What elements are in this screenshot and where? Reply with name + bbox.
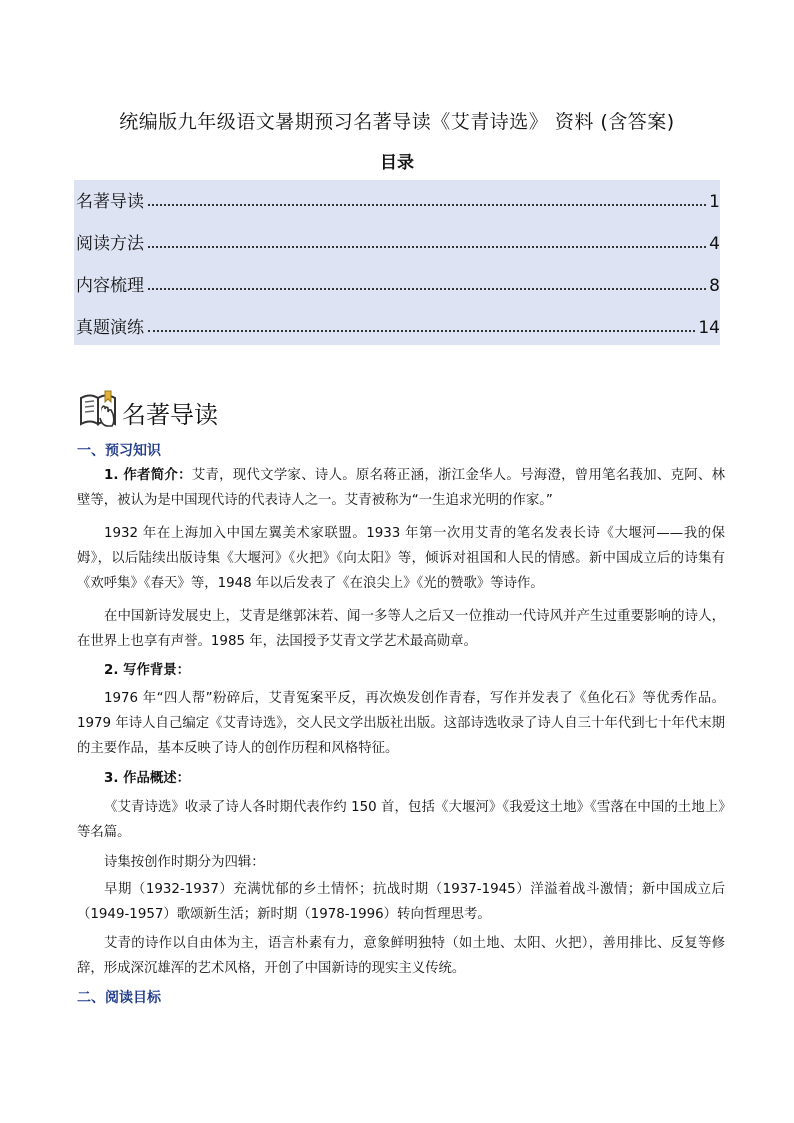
toc-leader-dots xyxy=(148,330,695,332)
label-work-overview: 3. 作品概述： xyxy=(104,771,191,786)
paragraph-four-periods: 诗集按创作时期分为四辑： xyxy=(104,855,265,870)
open-book-icon xyxy=(78,388,120,430)
toc-entry-mingzhu[interactable] xyxy=(76,186,720,212)
toc-leader-dots xyxy=(148,204,706,206)
paragraph-influence: 在中国新诗发展史上，艾青是继郭沫若、闻一多等人之后又一位推动一代诗风并产生过重要影响的诗人，在世界上也享有声誉。1985 年，法国授予艾青文学艺术最高勋章。 xyxy=(77,609,725,649)
toc-entry-page: 4 xyxy=(709,234,720,254)
paragraph-career: 1932 年在上海加入中国左翼美术家联盟。1933 年第一次用艾青的笔名发表长诗《大堰河——我的保姆》，以后陆续出版诗集《大堰河》《火把》《向太阳》等，倾诉对祖国和人民的情感。新中国成立后的诗集有《欢呼集》《春天》等，1948 年以后发表了《在浪尖上》《光的赞歌》等诗作。 xyxy=(77,526,725,591)
paragraph-background: 1976 年“四人帮”粉碎后，艾青冤案平反，再次焕发创作青春，写作并发表了《鱼化石》等优秀作品。1979 年诗人自己编定《艾青诗选》，交人民文学出版社出版。这部诗选收录了诗人自三十年代到七十年代末期的主要作品，基本反映了诗人的创作历程和风格特征。 xyxy=(77,691,725,756)
toc-entry-zhenti[interactable] xyxy=(76,312,720,338)
document-title: 统编版九年级语文暑期预习名著导读《艾青诗选》 资料 (含答案) xyxy=(119,111,675,133)
section-heading xyxy=(78,384,218,430)
subheading-preview-knowledge: 一、预习知识 xyxy=(77,443,161,459)
toc-heading: 目录 xyxy=(380,153,414,173)
paragraph-periods-detail: 早期（1932-1937）充满忧郁的乡土情怀；抗战时期（1937-1945）洋溢着战斗激情；新中国成立后（1949-1957）歌颂新生活；新时期（1978-1996）转向哲理思考。 xyxy=(77,882,725,922)
toc-leader-dots xyxy=(148,246,706,248)
toc-entry-page: 8 xyxy=(709,276,720,296)
toc-entry-page: 14 xyxy=(698,318,720,338)
toc-entry-yuedu[interactable] xyxy=(76,228,720,254)
toc-entry-page: 1 xyxy=(709,192,720,212)
toc-entry-title: 名著导读 xyxy=(76,192,144,212)
section-heading-label: 名著导读 xyxy=(122,401,218,429)
toc-leader-dots xyxy=(148,288,706,290)
toc-entry-title: 真题演练 xyxy=(76,318,144,338)
label-writing-background: 2. 写作背景： xyxy=(104,663,191,678)
text-author-intro: 艾青，现代文学家、诗人。原名蒋正涵，浙江金华人。号海澄，曾用笔名莪加、克阿、林壁等，被认为是中国现代诗的代表诗人之一。艾青被称为“一生追求光明的作家。” xyxy=(77,468,725,508)
toc-entry-neirong[interactable] xyxy=(76,270,720,296)
label-author-intro: 1. 作者简介： xyxy=(104,468,192,483)
subheading-reading-goals: 二、阅读目标 xyxy=(77,990,161,1006)
toc-entry-title: 内容梳理 xyxy=(76,276,144,296)
paragraph-overview: 《艾青诗选》收录了诗人各时期代表作约 150 首，包括《大堰河》《我爱这土地》《雪落在中国的土地上》等名篇。 xyxy=(77,800,725,840)
table-of-contents xyxy=(74,180,720,345)
toc-entry-title: 阅读方法 xyxy=(76,234,144,254)
paragraph-style: 艾青的诗作以自由体为主，语言朴素有力，意象鲜明独特（如土地、太阳、火把），善用排比、反复等修辞，形成深沉雄浑的艺术风格，开创了中国新诗的现实主义传统。 xyxy=(77,936,725,976)
paragraph-author-intro xyxy=(77,463,725,513)
